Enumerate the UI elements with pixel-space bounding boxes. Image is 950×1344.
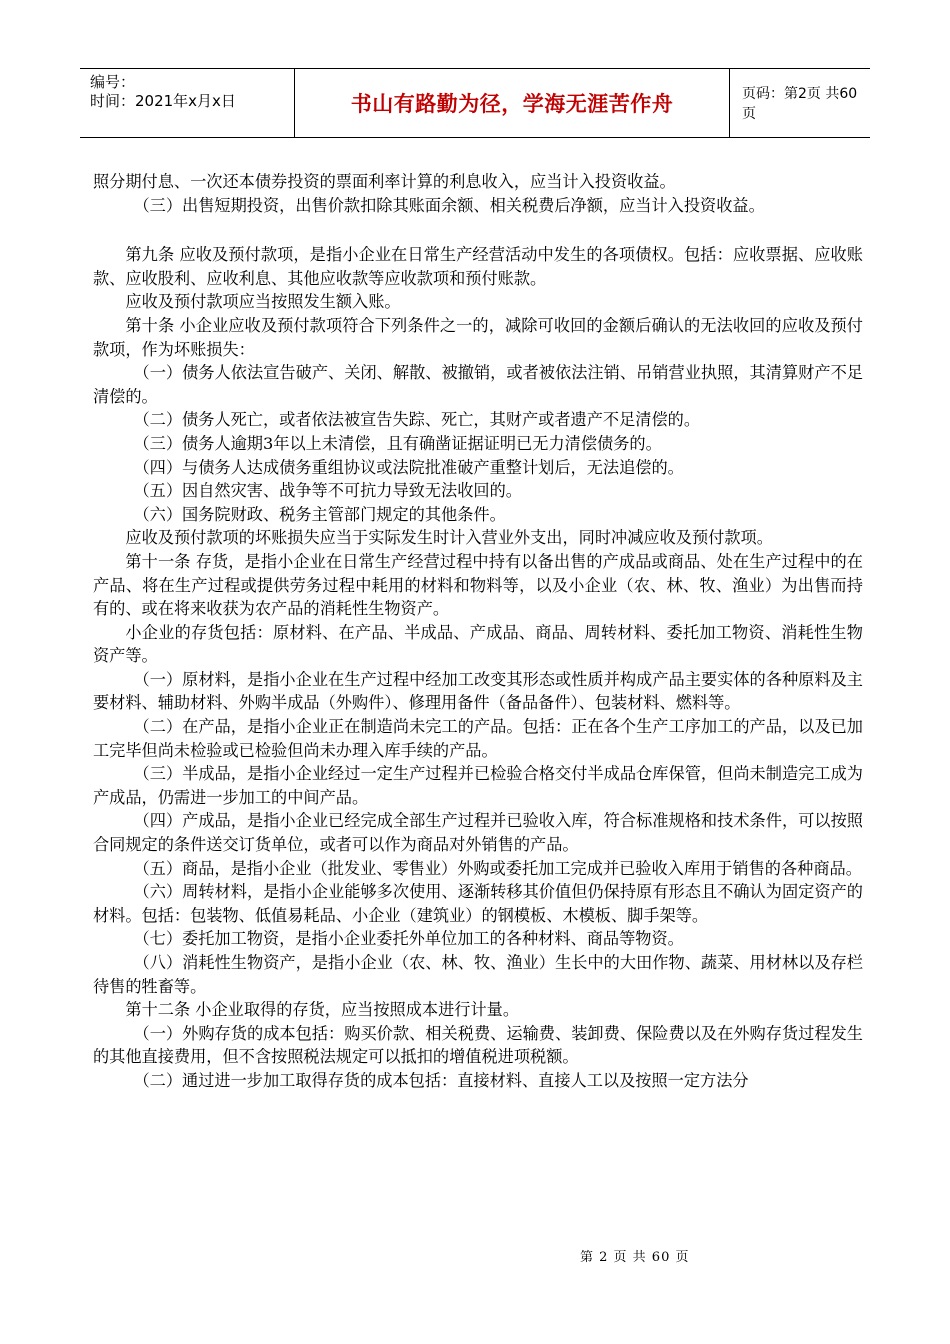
paragraph: （二）债务人死亡，或者依法被宣告失踪、死亡，其财产或者遗产不足清偿的。: [133, 410, 701, 430]
document-number-label: 编号：: [90, 73, 136, 91]
paragraph: （五）商品，是指小企业（批发业、零售业）外购或委托加工完成并已验收入库用于销售的各种商品。: [133, 858, 862, 878]
paragraph: 第九条 应收及预付款项，是指小企业在日常生产经营活动中发生的各项债权。包括：应收票据、应收账款、应收股利、应收利息、其他应收款等应收款项和预付账款。: [93, 245, 863, 288]
paragraph: （三）债务人逾期3年以上未清偿，且有确凿证据证明已无力清偿债务的。: [133, 433, 662, 453]
paragraph: （四）产成品，是指小企业已经完成全部生产过程并已验收入库，符合标准规格和技术条件，可以按照合同规定的条件送交订货单位，或者可以作为商品对外销售的产品。: [93, 811, 863, 855]
paragraph: 第十条 小企业应收及预付款项符合下列条件之一的，减除可收回的金额后确认的无法收回的应收及预付款项，作为坏账损失：: [93, 315, 863, 359]
paragraph: （三）出售短期投资，出售价款扣除其账面余额、相关税费后净额，应当计入投资收益。: [133, 195, 765, 215]
paragraph: （二）在产品，是指小企业正在制造尚未完工的产品。包括：正在各个生产工序加工的产品，以及已加工完毕但尚未检验或已检验但尚未办理入库手续的产品。: [93, 717, 863, 760]
paragraph: 照分期付息、一次还本债券投资的票面利率计算的利息收入，应当计入投资收益。: [93, 172, 676, 191]
paragraph-gap: [93, 217, 863, 243]
document-time-label: 时间：2021年x月x日: [90, 92, 236, 110]
page-footer: 第 2 页 共 60 页: [580, 1250, 690, 1265]
header-motto-cell: [295, 69, 730, 137]
page-header: [80, 68, 870, 138]
paragraph: 第十二条 小企业取得的存货，应当按照成本进行计量。: [125, 1000, 520, 1020]
paragraph: （一）外购存货的成本包括：购买价款、相关税费、运输费、装卸费、保险费以及在外购存货过程发生的其他直接费用，但不含按照税法规定可以抵扣的增值税进项税额。: [93, 1023, 863, 1067]
paragraph: （一）债务人依法宣告破产、关闭、解散、被撤销，或者被依法注销、吊销营业执照，其清算财产不足清偿的。: [93, 363, 863, 406]
header-motto: 书山有路勤为径，学海无涯苦作舟: [350, 92, 674, 116]
paragraph: （三）半成品，是指小企业经过一定生产过程并已检验合格交付半成品仓库保管，但尚未制造完工成为产成品，仍需进一步加工的中间产品。: [93, 764, 863, 807]
paragraph: 小企业的存货包括：原材料、在产品、半成品、产成品、商品、周转材料、委托加工物资、消耗性生物资产等。: [93, 622, 863, 666]
header-meta: [80, 69, 295, 137]
paragraph: （五）因自然灾害、战争等不可抗力导致无法收回的。: [133, 481, 522, 501]
paragraph: 应收及预付款项应当按照发生额入账。: [125, 292, 401, 312]
document-body: [93, 170, 863, 1093]
paragraph: （六）国务院财政、税务主管部门规定的其他条件。: [133, 504, 506, 524]
paragraph: （六）周转材料，是指小企业能够多次使用、逐渐转移其价值但仍保持原有形态且不确认为固定资产的材料。包括：包装物、低值易耗品、小企业（建筑业）的钢模板、木模板、脚手架等。: [93, 882, 863, 925]
paragraph: （八）消耗性生物资产，是指小企业（农、林、牧、渔业）生长中的大田作物、蔬菜、用材林以及存栏待售的牲畜等。: [93, 953, 863, 996]
paragraph: 第十一条 存货，是指小企业在日常生产经营过程中持有以备出售的产成品或商品、处在生产过程中的在产品、将在生产过程或提供劳务过程中耗用的材料和物料等，以及小企业（农、林、牧、渔业）为出售而持有的、或在将来收获为农产品的消耗性生物资产。: [93, 551, 863, 619]
paragraph: （四）与债务人达成债务重组协议或法院批准破产重整计划后，无法追偿的。: [133, 457, 684, 477]
paragraph: 应收及预付款项的坏账损失应当于实际发生时计入营业外支出，同时冲减应收及预付款项。: [125, 528, 773, 548]
paragraph: （七）委托加工物资，是指小企业委托外单位加工的各种材料、商品等物资。: [133, 929, 684, 949]
header-page-info: 页码：第2页 共60页: [742, 86, 858, 122]
paragraph: （二）通过进一步加工取得存货的成本包括：直接材料、直接人工以及按照一定方法分: [133, 1070, 749, 1090]
paragraph: （一）原材料，是指小企业在生产过程中经加工改变其形态或性质并构成产品主要实体的各种原料及主要材料、辅助材料、外购半成品（外购件）、修理用备件（备品备件）、包装材料、燃料等。: [93, 669, 863, 713]
